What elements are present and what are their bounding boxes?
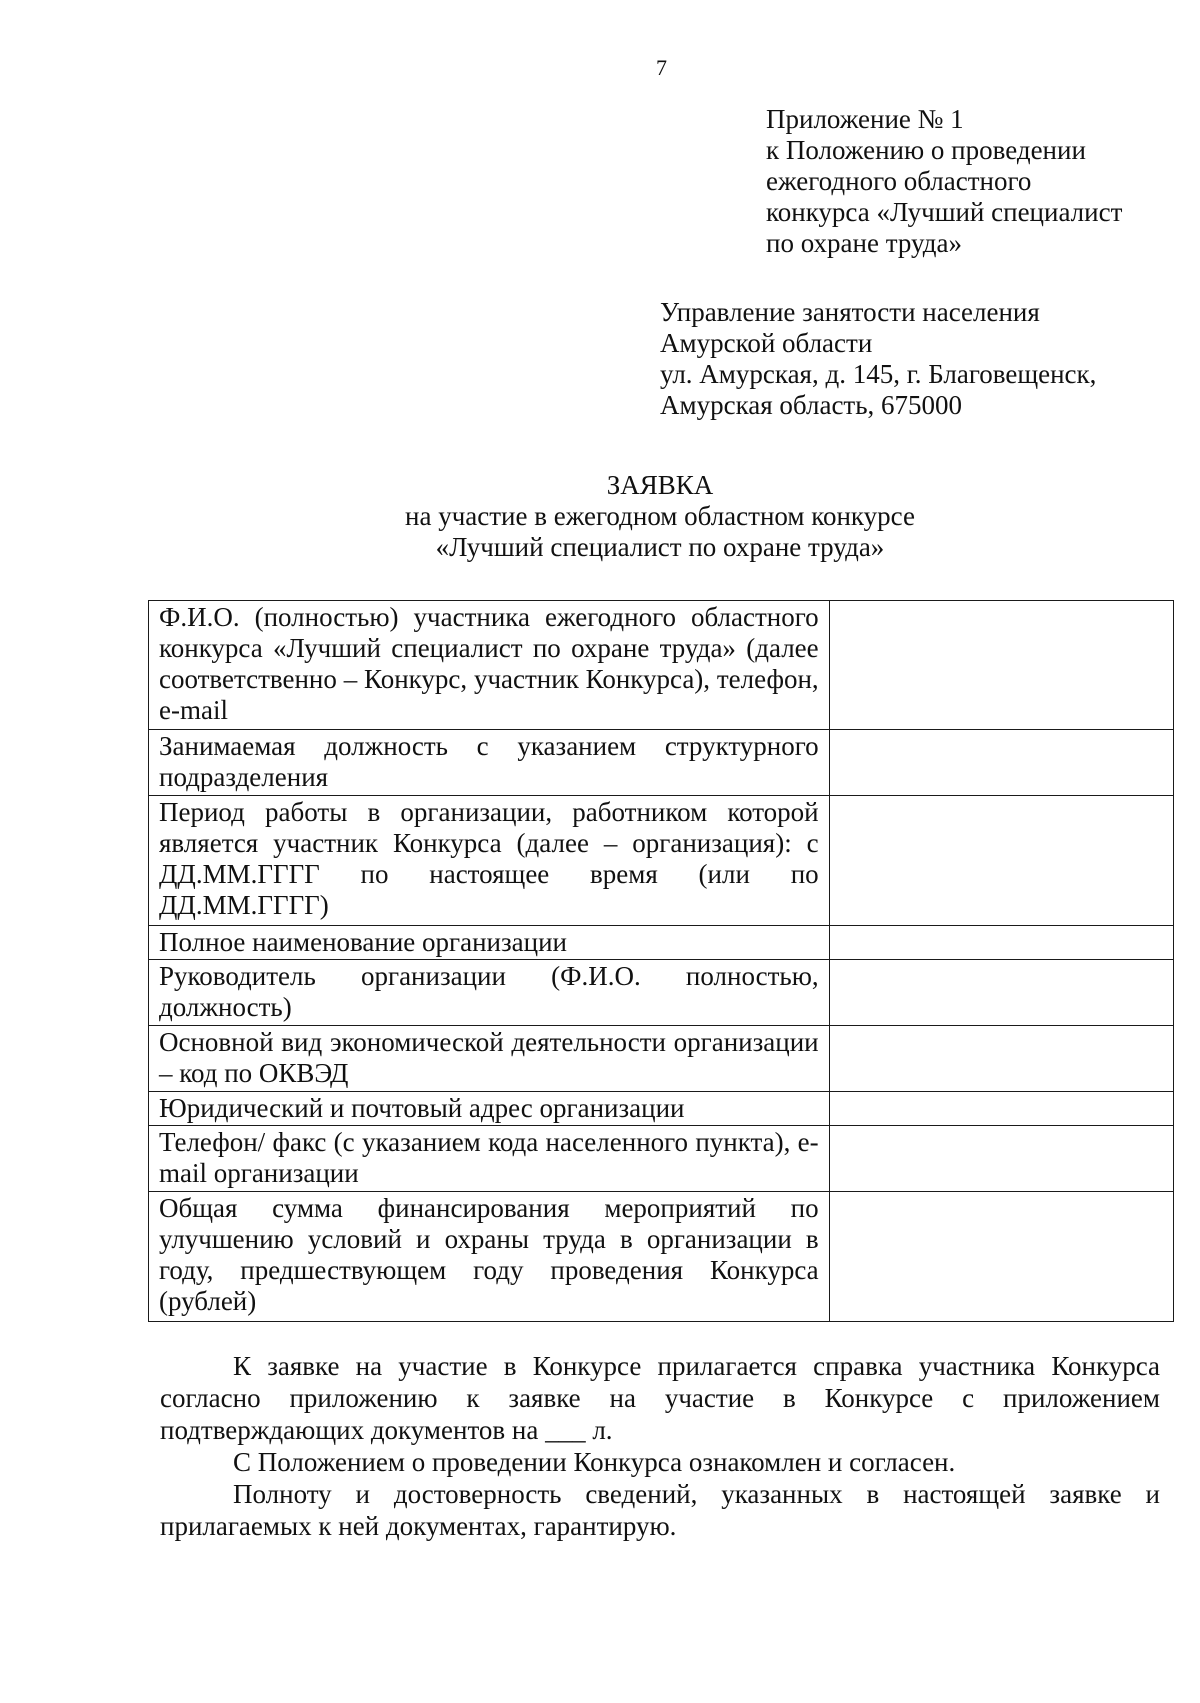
table-row	[149, 926, 1174, 960]
appendix-line: к Положению о проведении	[766, 135, 1086, 165]
title-subline: на участие в ежегодном областном конкурсе	[405, 501, 915, 531]
row-value-field[interactable]	[829, 1126, 1173, 1192]
table-row	[149, 1126, 1174, 1192]
page-number: 7	[656, 55, 667, 80]
addressee-line: Амурская область, 675000	[660, 390, 963, 420]
row-label: Основной вид экономической деятельности организации – код по ОКВЭД	[149, 1026, 830, 1092]
application-form-table	[148, 600, 1174, 1322]
title-subline: «Лучший специалист по охране труда»	[435, 532, 885, 562]
appendix-line: конкурса «Лучший специалист	[766, 197, 1123, 227]
row-label: Телефон/ факс (с указанием кода населенного пункта), e-mail организации	[149, 1126, 830, 1192]
footer-statements	[160, 1350, 1160, 1542]
table-row	[149, 1092, 1174, 1126]
row-value-field[interactable]	[829, 796, 1173, 926]
table-row	[149, 1192, 1174, 1322]
row-value-field[interactable]	[829, 730, 1173, 796]
table-row	[149, 601, 1174, 730]
row-label: Занимаемая должность с указанием структурного подразделения	[149, 730, 830, 796]
addressee-block	[660, 297, 1180, 421]
table-row	[149, 730, 1174, 796]
attachment-paragraph: К заявке на участие в Конкурсе прилагается справка участника Конкурса согласно приложению к заявке на участие в Конкурсе с приложением подтверждающих документов на ___ л.	[160, 1351, 1160, 1445]
appendix-reference	[766, 104, 1186, 259]
row-value-field[interactable]	[829, 960, 1173, 1026]
row-label: Юридический и почтовый адрес организации	[149, 1092, 830, 1126]
row-label: Полное наименование организации	[149, 926, 830, 960]
addressee-line: Амурской области	[660, 328, 873, 358]
table-row	[149, 796, 1174, 926]
document-title	[0, 470, 1200, 563]
table-row	[149, 960, 1174, 1026]
appendix-line: ежегодного областного	[766, 166, 1032, 196]
addressee-line: ул. Амурская, д. 145, г. Благовещенск,	[660, 359, 1097, 389]
row-label: Общая сумма финансирования мероприятий по улучшению условий и охраны труда в организации в году, предшествующем году проведения Конкурса (рублей)	[149, 1192, 830, 1322]
appendix-line: Приложение № 1	[766, 104, 964, 134]
appendix-line: по охране труда»	[766, 228, 962, 258]
table-row	[149, 1026, 1174, 1092]
row-value-field[interactable]	[829, 1192, 1173, 1322]
row-label: Период работы в организации, работником которой является участник Конкурса (далее – организация): с ДД.ММ.ГГГГ по настоящее время (или по ДД.ММ.ГГГГ)	[149, 796, 830, 926]
row-value-field[interactable]	[829, 601, 1173, 730]
row-value-field[interactable]	[829, 1092, 1173, 1126]
agreement-paragraph: С Положением о проведении Конкурса ознакомлен и согласен.	[233, 1447, 956, 1477]
row-value-field[interactable]	[829, 1026, 1173, 1092]
title-heading: ЗАЯВКА	[606, 470, 714, 500]
row-label: Ф.И.О. (полностью) участника ежегодного областного конкурса «Лучший специалист по охране труда» (далее соответственно – Конкурс, участник Конкурса), телефон, e-mail	[149, 601, 830, 730]
guarantee-paragraph: Полноту и достоверность сведений, указанных в настоящей заявке и прилагаемых к ней документах, гарантирую.	[160, 1479, 1160, 1541]
row-label: Руководитель организации (Ф.И.О. полностью, должность)	[149, 960, 830, 1026]
addressee-line: Управление занятости населения	[660, 297, 1040, 327]
row-value-field[interactable]	[829, 926, 1173, 960]
